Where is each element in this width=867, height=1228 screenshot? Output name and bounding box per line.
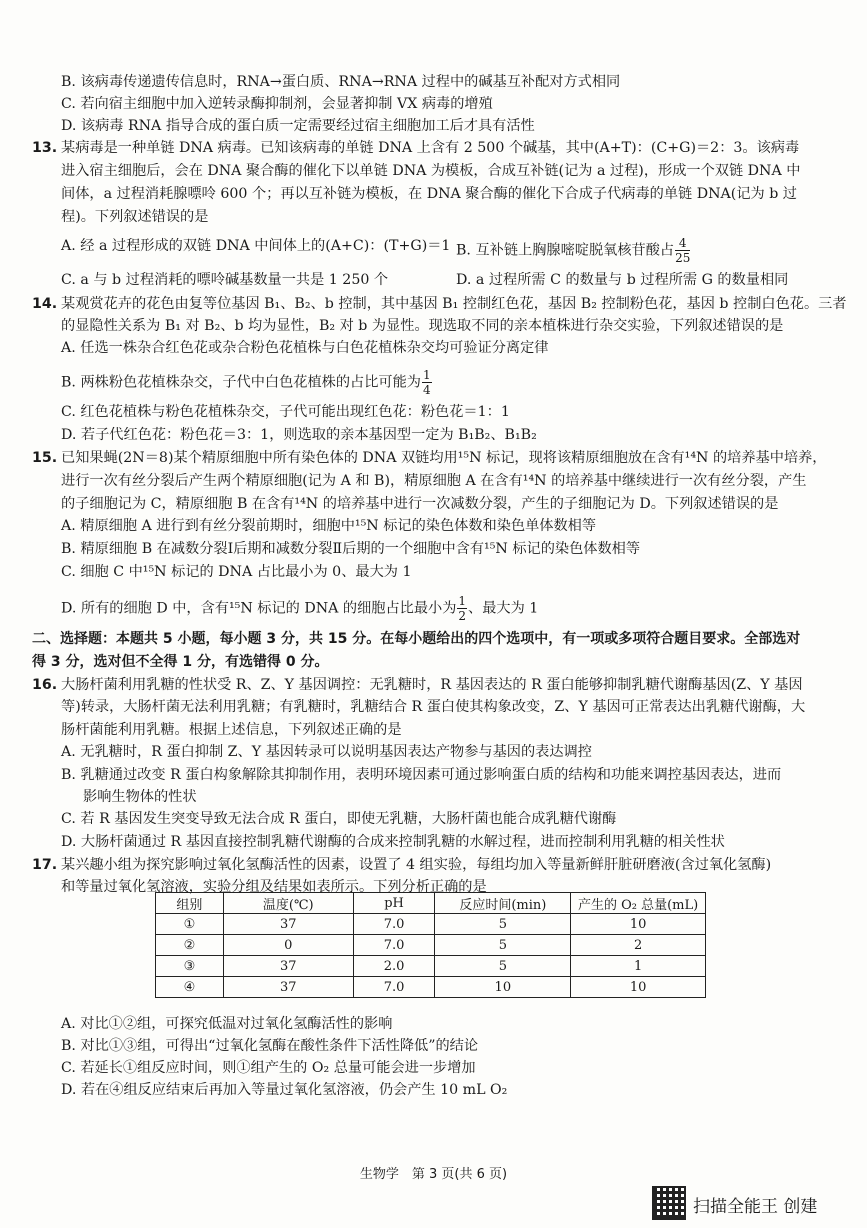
- q13-option-a: A. 经 a 过程形成的双链 DNA 中间体上的(A+C)：(T+G)＝1: [61, 238, 451, 254]
- q16-option-d: D. 大肠杆菌通过 R 基因直接控制乳糖代谢酶的合成来控制乳糖的水解过程，进而控制利用乳糖的相关性状: [61, 834, 725, 850]
- q13-option-c: C. a 与 b 过程消耗的嘌呤碱基数量一共是 1 250 个: [61, 272, 389, 288]
- q14-stem-2: 的显隐性关系为 B₁ 对 B₂、b 均为显性，B₂ 对 b 为显性。现选取不同的亲本植株进行杂交实验，下列叙述错误的是: [61, 318, 784, 334]
- q15-option-d: D. 所有的细胞 D 中，含有¹⁵N 标记的 DNA 的细胞占比最小为 $\frac{1}{2}$ 、最大为 1: [61, 594, 539, 623]
- table-cell: 5: [435, 914, 571, 935]
- q16-number: 16.: [32, 677, 58, 693]
- table-cell: ④: [156, 977, 224, 998]
- q13-option-d: D. a 过程所需 C 的数量与 b 过程所需 G 的数量相同: [456, 272, 789, 288]
- table-row: [156, 956, 706, 977]
- table-cell: 2.0: [353, 956, 435, 977]
- fraction: $\frac{1}{2}$: [458, 594, 467, 623]
- q17-stem-1: 某兴趣小组为探究影响过氧化氢酶活性的因素，设置了 4 组实验，每组均加入等量新鲜肝脏研磨液(含过氧化氢酶): [61, 857, 772, 873]
- q16-option-b-2: 影响生物体的性状: [83, 789, 197, 805]
- q15-stem-3: 的子细胞记为 C，精原细胞 B 在含有¹⁴N 的培养基中进行一次减数分裂，产生的子细胞记为 D。下列叙述错误的是: [61, 496, 779, 512]
- q16-option-c: C. 若 R 基因发生突变导致无法合成 R 蛋白，即使无乳糖，大肠杆菌也能合成乳糖代谢酶: [61, 811, 617, 827]
- q12-option-b: B. 该病毒传递遗传信息时，RNA→蛋白质、RNA→RNA 过程中的碱基互补配对方式相同: [61, 74, 621, 90]
- q14-option-c: C. 红色花植株与粉色花植株杂交，子代可能出现红色花：粉色花＝1：1: [61, 404, 510, 420]
- table-header-row: [156, 893, 706, 914]
- table-row: [156, 914, 706, 935]
- table-cell: 7.0: [353, 935, 435, 956]
- table-cell: 5: [435, 935, 571, 956]
- q14-number: 14.: [32, 296, 58, 312]
- q14-stem-1: 某观赏花卉的花色由复等位基因 B₁、B₂、b 控制，其中基因 B₁ 控制红色花，基因 B₂ 控制粉色花，基因 b 控制白色花。三者: [61, 296, 847, 312]
- q12-option-d: D. 该病毒 RNA 指导合成的蛋白质一定需要经过宿主细胞加工后才具有活性: [61, 118, 535, 134]
- experiment-table: [155, 892, 706, 998]
- table-row: [156, 935, 706, 956]
- q15-stem-1: 已知果蝇(2N＝8)某个精原细胞中所有染色体的 DNA 双链均用¹⁵N 标记，现将该精原细胞放在含有¹⁴N 的培养基中培养，: [61, 450, 827, 466]
- table-cell: 5: [435, 956, 571, 977]
- q13-stem-1: 某病毒是一种单链 DNA 病毒。已知该病毒的单链 DNA 上含有 2 500 个碱基，其中(A+T)：(C+G)＝2：3。该病毒: [61, 140, 800, 156]
- q17-option-c: C. 若延长①组反应时间，则①组产生的 O₂ 总量可能会进一步增加: [61, 1060, 476, 1076]
- section-2-heading-1: 二、选择题：本题共 5 小题，每小题 3 分，共 15 分。在每小题给出的四个选项中，有一项或多项符合题目要求。全部选对: [32, 631, 801, 647]
- table-header-cell: 产生的 O₂ 总量(mL): [571, 893, 706, 914]
- q13-option-b: B. 互补链上胸腺嘧啶脱氧核苷酸占 $\frac{4}{25}$: [456, 236, 691, 265]
- q15-number: 15.: [32, 450, 58, 466]
- table-cell: 37: [223, 956, 353, 977]
- table-cell: 10: [571, 914, 706, 935]
- q17-stem-2: 和等量过氧化氢溶液，实验分组及结果如表所示。下列分析正确的是: [61, 879, 487, 895]
- q13-stem-2: 进入宿主细胞后，会在 DNA 聚合酶的催化下以单链 DNA 为模板，合成互补链(记为 a 过程)，形成一个双链 DNA 中: [61, 163, 801, 179]
- table-cell: 2: [571, 935, 706, 956]
- q17-option-d: D. 若在④组反应结束后再加入等量过氧化氢溶液，仍会产生 10 mL O₂: [61, 1082, 508, 1098]
- table-cell: ①: [156, 914, 224, 935]
- fraction: $\frac{4}{25}$: [675, 236, 691, 265]
- q17-number: 17.: [32, 857, 58, 873]
- qr-code-icon: [652, 1186, 686, 1220]
- table-cell: 37: [223, 977, 353, 998]
- table-header-cell: pH: [353, 893, 435, 914]
- q12-option-c: C. 若向宿主细胞中加入逆转录酶抑制剂，会显著抑制 VX 病毒的增殖: [61, 96, 493, 112]
- table-cell: ③: [156, 956, 224, 977]
- q14-option-b: B. 两株粉色花植株杂交，子代中白色花植株的占比可能为 $\frac{1}{4}$: [61, 368, 431, 397]
- q15-option-c: C. 细胞 C 中¹⁵N 标记的 DNA 占比最小为 0、最大为 1: [61, 564, 412, 580]
- table-cell: 37: [223, 914, 353, 935]
- q16-stem-1: 大肠杆菌利用乳糖的性状受 R、Z、Y 基因调控：无乳糖时，R 基因表达的 R 蛋白能够抑制乳糖代谢酶基因(Z、Y 基因: [61, 677, 803, 693]
- q16-stem-3: 肠杆菌能利用乳糖。根据上述信息，下列叙述正确的是: [61, 722, 402, 738]
- q17-option-a: A. 对比①②组，可探究低温对过氧化氢酶活性的影响: [61, 1016, 393, 1032]
- section-2-heading-2: 得 3 分，选对但不全得 1 分，有选错得 0 分。: [32, 654, 329, 670]
- q13-number: 13.: [32, 140, 58, 156]
- table-cell: ②: [156, 935, 224, 956]
- table-cell: 7.0: [353, 977, 435, 998]
- table-cell: 7.0: [353, 914, 435, 935]
- table-cell: 10: [435, 977, 571, 998]
- scanner-watermark: 扫描全能王 创建: [693, 1197, 818, 1217]
- q14-option-d: D. 若子代红色花：粉色花＝3：1，则选取的亲本基因型一定为 B₁B₂、B₁B₂: [61, 427, 537, 443]
- fraction: $\frac{1}{4}$: [422, 368, 431, 397]
- q16-option-a: A. 无乳糖时，R 蛋白抑制 Z、Y 基因转录可以说明基因表达产物参与基因的表达调控: [61, 744, 592, 760]
- table-header-cell: 组别: [156, 893, 224, 914]
- table-cell: 1: [571, 956, 706, 977]
- q15-option-b: B. 精原细胞 B 在减数分裂Ⅰ后期和减数分裂Ⅱ后期的一个细胞中含有¹⁵N 标记的染色体数相等: [61, 541, 641, 557]
- q15-stem-2: 进行一次有丝分裂后产生两个精原细胞(记为 A 和 B)，精原细胞 A 在含有¹⁴N 的培养基中继续进行一次有丝分裂，产生: [61, 473, 807, 489]
- q15-option-a: A. 精原细胞 A 进行到有丝分裂前期时，细胞中¹⁵N 标记的染色体数和染色单体数相等: [61, 518, 597, 534]
- q17-option-b: B. 对比①③组，可得出“过氧化氢酶在酸性条件下活性降低”的结论: [61, 1038, 479, 1054]
- table-cell: 10: [571, 977, 706, 998]
- q16-option-b-1: B. 乳糖通过改变 R 蛋白构象解除其抑制作用，表明环境因素可通过影响蛋白质的结构和功能来调控基因表达，进而: [61, 767, 782, 783]
- table-row: [156, 977, 706, 998]
- q13-stem-3: 间体，a 过程消耗腺嘌呤 600 个；再以互补链为模板，在 DNA 聚合酶的催化下合成子代病毒的单链 DNA(记为 b 过: [61, 186, 797, 202]
- table-cell: 0: [223, 935, 353, 956]
- q14-option-a: A. 任选一株杂合红色花或杂合粉色花植株与白色花植株杂交均可验证分离定律: [61, 340, 549, 356]
- table-header-cell: 反应时间(min): [435, 893, 571, 914]
- page-footer: 生物学 第 3 页(共 6 页): [359, 1167, 508, 1182]
- q13-stem-4: 程)。下列叙述错误的是: [61, 209, 209, 225]
- table-header-cell: 温度(℃): [223, 893, 353, 914]
- q16-stem-2: 等)转录，大肠杆菌无法利用乳糖；有乳糖时，乳糖结合 R 蛋白使其构象改变，Z、Y 基因可正常表达出乳糖代谢酶，大: [61, 699, 806, 715]
